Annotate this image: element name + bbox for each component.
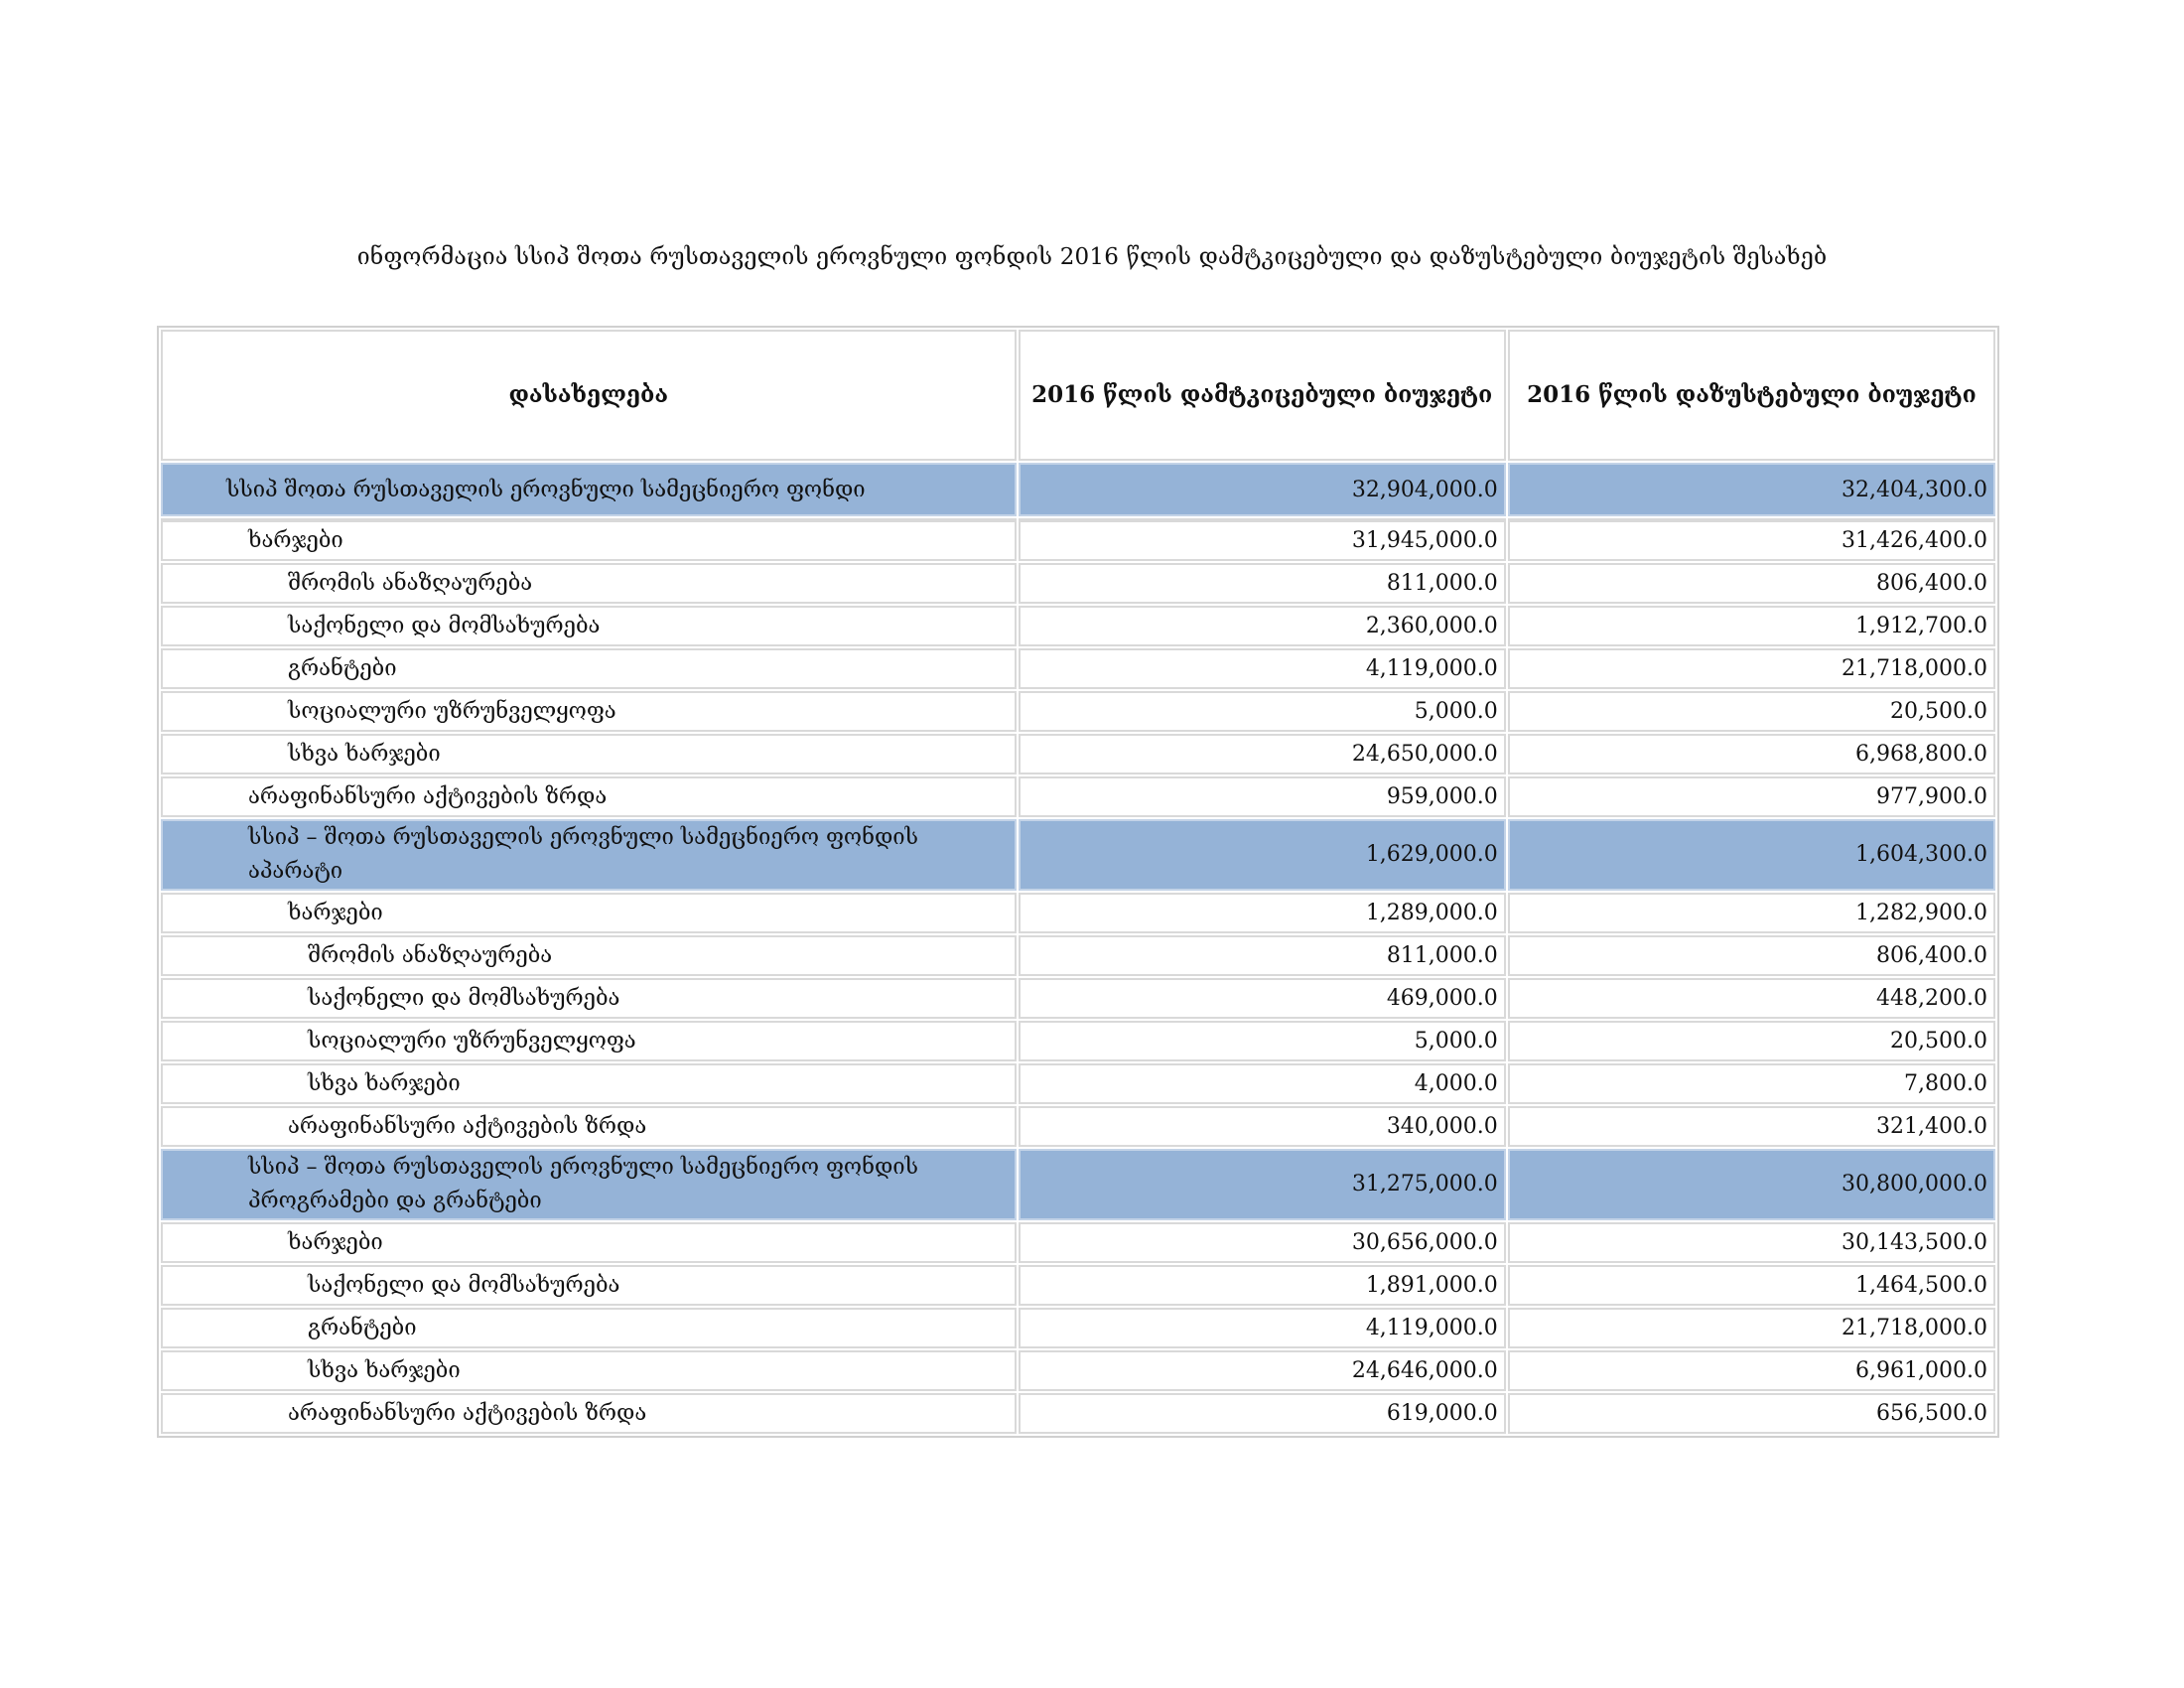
row-revised: 21,718,000.0 — [1508, 1308, 1995, 1348]
table-row — [161, 606, 1995, 646]
row-approved: 811,000.0 — [1019, 563, 1506, 604]
row-name: არაფინანსური აქტივების ზრდა — [161, 1106, 1017, 1147]
row-revised: 7,800.0 — [1508, 1063, 1995, 1104]
table-row — [161, 1393, 1995, 1434]
row-revised: 20,500.0 — [1508, 1021, 1995, 1061]
row-revised: 321,400.0 — [1508, 1106, 1995, 1147]
row-name: სსიპ – შოთა რუსთაველის ეროვნული სამეცნიერო ფონდის პროგრამები და გრანტები — [161, 1149, 1017, 1220]
row-revised: 448,200.0 — [1508, 978, 1995, 1019]
table-header-row — [161, 330, 1995, 461]
row-name: სხვა ხარჯები — [161, 734, 1017, 774]
table-row — [161, 734, 1995, 774]
row-revised: 656,500.0 — [1508, 1393, 1995, 1434]
row-name: არაფინანსური აქტივების ზრდა — [161, 1393, 1017, 1434]
row-name: არაფინანსური აქტივების ზრდა — [161, 776, 1017, 817]
row-name: საქონელი და მომსახურება — [161, 1265, 1017, 1306]
row-approved: 5,000.0 — [1019, 1021, 1506, 1061]
row-name: შრომის ანაზღაურება — [161, 563, 1017, 604]
table-row-section — [161, 463, 1995, 516]
row-approved: 811,000.0 — [1019, 935, 1506, 976]
table-row — [161, 691, 1995, 732]
row-name: სხვა ხარჯები — [161, 1350, 1017, 1391]
header-name: დასახელება — [161, 330, 1017, 461]
row-approved: 340,000.0 — [1019, 1106, 1506, 1147]
table-row — [161, 648, 1995, 689]
row-name: გრანტები — [161, 648, 1017, 689]
row-approved: 32,904,000.0 — [1019, 463, 1506, 516]
row-revised: 977,900.0 — [1508, 776, 1995, 817]
row-approved: 1,891,000.0 — [1019, 1265, 1506, 1306]
table-row — [161, 1106, 1995, 1147]
row-revised: 6,968,800.0 — [1508, 734, 1995, 774]
row-revised: 31,426,400.0 — [1508, 518, 1995, 561]
row-name: გრანტები — [161, 1308, 1017, 1348]
row-approved: 24,650,000.0 — [1019, 734, 1506, 774]
table-row — [161, 893, 1995, 933]
row-revised: 1,464,500.0 — [1508, 1265, 1995, 1306]
row-name: სოციალური უზრუნველყოფა — [161, 691, 1017, 732]
row-approved: 5,000.0 — [1019, 691, 1506, 732]
row-name: სხვა ხარჯები — [161, 1063, 1017, 1104]
row-approved: 4,119,000.0 — [1019, 648, 1506, 689]
row-revised: 30,143,500.0 — [1508, 1222, 1995, 1263]
row-approved: 959,000.0 — [1019, 776, 1506, 817]
table-row — [161, 1350, 1995, 1391]
row-name: სსიპ შოთა რუსთაველის ეროვნული სამეცნიერო ფონდი — [161, 463, 1017, 516]
row-approved: 4,000.0 — [1019, 1063, 1506, 1104]
table-row — [161, 1265, 1995, 1306]
row-revised: 806,400.0 — [1508, 935, 1995, 976]
table-row-section — [161, 1149, 1995, 1220]
row-revised: 1,604,300.0 — [1508, 819, 1995, 891]
row-name: საქონელი და მომსახურება — [161, 606, 1017, 646]
row-name: სსიპ – შოთა რუსთაველის ეროვნული სამეცნიერო ფონდის აპარატი — [161, 819, 1017, 891]
table-row-section — [161, 819, 1995, 891]
row-approved: 24,646,000.0 — [1019, 1350, 1506, 1391]
row-revised: 806,400.0 — [1508, 563, 1995, 604]
row-approved: 4,119,000.0 — [1019, 1308, 1506, 1348]
row-revised: 1,912,700.0 — [1508, 606, 1995, 646]
header-revised-budget: 2016 წლის დაზუსტებული ბიუჯეტი — [1508, 330, 1995, 461]
row-name: ხარჯები — [161, 893, 1017, 933]
row-revised: 1,282,900.0 — [1508, 893, 1995, 933]
table-row — [161, 978, 1995, 1019]
row-name: საქონელი და მომსახურება — [161, 978, 1017, 1019]
row-name: ხარჯები — [161, 1222, 1017, 1263]
row-revised: 6,961,000.0 — [1508, 1350, 1995, 1391]
row-revised: 32,404,300.0 — [1508, 463, 1995, 516]
row-name: ხარჯები — [161, 518, 1017, 561]
header-approved-budget: 2016 წლის დამტკიცებული ბიუჯეტი — [1019, 330, 1506, 461]
row-approved: 469,000.0 — [1019, 978, 1506, 1019]
row-approved: 1,629,000.0 — [1019, 819, 1506, 891]
table-row — [161, 776, 1995, 817]
table-row — [161, 1308, 1995, 1348]
row-revised: 20,500.0 — [1508, 691, 1995, 732]
row-name: შრომის ანაზღაურება — [161, 935, 1017, 976]
row-approved: 31,945,000.0 — [1019, 518, 1506, 561]
budget-table — [157, 326, 1999, 1438]
row-revised: 21,718,000.0 — [1508, 648, 1995, 689]
table-row — [161, 563, 1995, 604]
table-row — [161, 1222, 1995, 1263]
row-approved: 31,275,000.0 — [1019, 1149, 1506, 1220]
table-row — [161, 1021, 1995, 1061]
document-title: ინფორმაცია სსიპ შოთა რუსთაველის ეროვნული ფონდის 2016 წლის დამტკიცებული და დაზუსტებული ბიუჯეტის შესახებ — [356, 244, 1828, 270]
row-approved: 619,000.0 — [1019, 1393, 1506, 1434]
row-approved: 2,360,000.0 — [1019, 606, 1506, 646]
row-approved: 1,289,000.0 — [1019, 893, 1506, 933]
table-row — [161, 518, 1995, 561]
table-row — [161, 1063, 1995, 1104]
row-name: სოციალური უზრუნველყოფა — [161, 1021, 1017, 1061]
row-approved: 30,656,000.0 — [1019, 1222, 1506, 1263]
table-row — [161, 935, 1995, 976]
row-revised: 30,800,000.0 — [1508, 1149, 1995, 1220]
